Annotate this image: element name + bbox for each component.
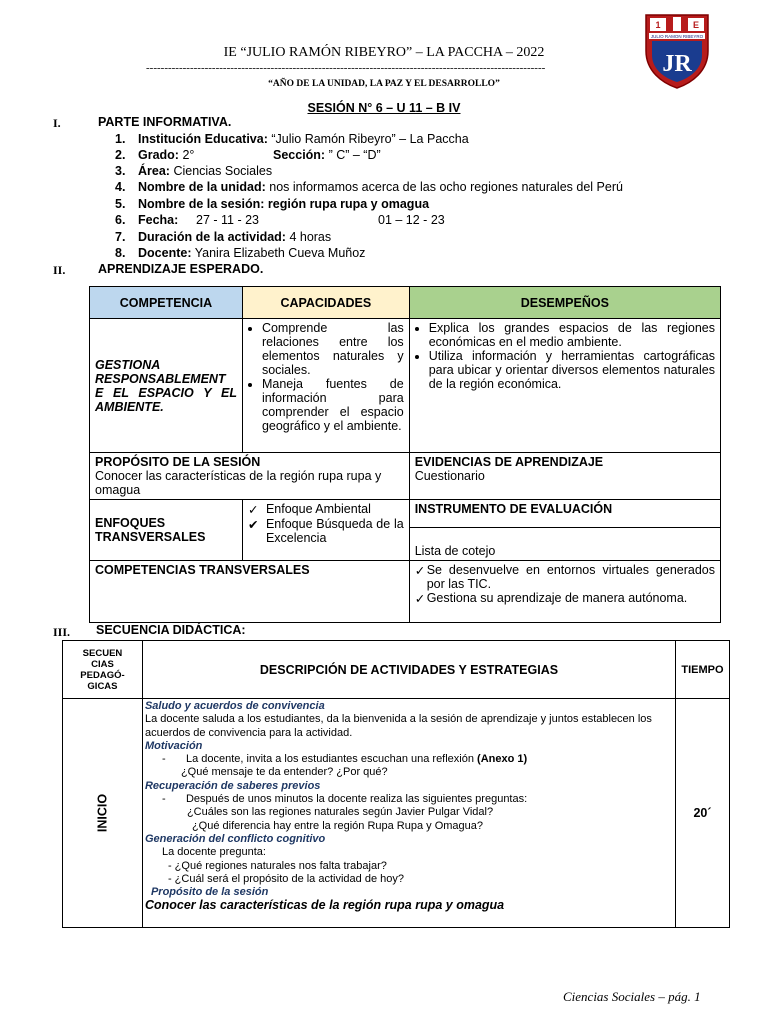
header-descripcion: DESCRIPCIÓN DE ACTIVIDADES Y ESTRATEGIAS [142,641,675,699]
logo-band: JULIO RAMON RIBEYRO [650,34,704,39]
learning-table [89,286,721,623]
logo-text-left: 1 [655,20,661,30]
logo-monogram: JR [662,51,692,77]
header-competencia: COMPETENCIA [90,287,243,319]
school-title: IE “JULIO RAMÓN RIBEYRO” – LA PACCHA – 2022 [223,45,545,60]
enfoque-item: ✔ Enfoque Búsqueda de la Excelencia [247,517,404,545]
capacidad-item: • Maneja fuentes de información para comprender el espacio geográfico y el ambiente. [262,377,404,433]
info-item-5: 5. Nombre de la sesión: región rupa rupa y omagua [115,197,430,211]
info-item-2-section: Sección: ” C” – “D” [273,148,381,162]
header-capacidades: CAPACIDADES [242,287,409,319]
proposito-label: PROPÓSITO DE LA SESIÓN [95,455,261,469]
comp-trans-item: ✓ Gestiona su aprendizaje de manera autónoma. [414,591,688,606]
time-cell: 20´ [676,699,730,928]
saludo-text: La docente saluda a los estudiantes, da la bienvenida a la sesión de aprendizaje y juntos establecen los acuerdos de convivencia para la actividad. [144,713,652,739]
enfoques-label: ENFOQUES TRANSVERSALES [90,500,243,561]
instrumento-text: Lista de cotejo [409,528,720,561]
header-tiempo: TIEMPO [676,641,730,699]
activities-cell [142,699,675,928]
header-desempenos: DESEMPEÑOS [409,287,720,319]
school-logo [642,11,712,89]
check-icon: ✔ [247,518,259,532]
recuperacion-question: ¿Cuáles son las regiones naturales según Javier Pulgar Vidal? [186,806,494,819]
proposito-title: Propósito de la sesión [150,886,269,899]
comp-trans-label: COMPETENCIAS TRANSVERSALES [90,561,410,623]
year-motto: “AÑO DE LA UNIDAD, LA PAZ Y EL DESARROLLO” [268,79,500,89]
check-icon: ✓ [247,503,259,517]
motivacion-line: - La docente, invita a los estudiantes escuchan una reflexión (Anexo 1) [161,753,528,766]
info-item-4: 4. Nombre de la unidad: nos informamos acerca de las ocho regiones naturales del Perú [115,180,623,194]
logo-text-right: E [692,20,700,30]
enfoques-cell [242,500,409,561]
section-3-number: III. [53,625,71,639]
check-icon: ✓ [414,592,426,606]
conflicto-question: - ¿Qué regiones naturales nos falta trabajar? [167,859,387,872]
header-divider: ------------------------------------------------------------------------------------------------------------- [146,62,546,74]
proposito-statement: Conocer las características de la región rupa rupa y omagua [144,898,505,913]
proposito-cell [90,453,410,500]
desempenos-cell [409,319,720,453]
section-2-title: APRENDIZAJE ESPERADO. [98,262,264,276]
info-item-7: 7. Duración de la actividad: 4 horas [115,230,332,244]
info-item-6: 6. Fecha: [115,213,179,227]
competencia-cell: GESTIONA RESPONSABLEMENT E EL ESPACIO Y EL AMBIENTE. [90,319,243,453]
capacidades-cell [242,319,409,453]
instrumento-label: INSTRUMENTO DE EVALUACIÓN [409,500,720,528]
section-1-title: PARTE INFORMATIVA. [98,115,232,129]
comp-trans-item: ✓ Se desenvuelve en entornos virtuales generados por las TIC. [414,563,715,591]
motivacion-title: Motivación [144,739,203,752]
capacidad-item: • Comprende las relaciones entre los elementos naturales y sociales. [262,321,404,377]
comp-trans-cell [409,561,720,623]
conflicto-line: La docente pregunta: [161,846,266,859]
motivacion-question: ¿Qué mensaje te da entender? ¿Por qué? [180,766,388,779]
evidencias-text: Cuestionario [414,469,485,483]
conflicto-question: - ¿Cuál será el propósito de la actividad de hoy? [167,872,404,885]
desempeno-item: • Explica los grandes espacios de las regiones económicas en el medio ambiente. [429,321,715,349]
section-1-number: I. [53,116,61,130]
session-title: SESIÓN N° 6 – U 11 – B IV [307,101,461,115]
info-item-6-date1: 27 - 11 - 23 [196,213,260,227]
recuperacion-line: - Después de unos minutos la docente realiza las siguientes preguntas: [161,793,528,806]
evidencias-cell [409,453,720,500]
info-item-8: 8. Docente: Yanira Elizabeth Cueva Muñoz [115,246,366,260]
torch-icon [673,17,681,31]
info-item-1: 1. Institución Educativa: “Julio Ramón Ribeyro” – La Paccha [115,132,469,146]
check-icon: ✓ [414,564,426,578]
phase-cell [63,699,143,928]
didactic-table [62,640,730,928]
section-2-number: II. [53,263,66,277]
info-item-3: 3. Área: Ciencias Sociales [115,164,273,178]
info-item-2: 2. Grado: 2° [115,148,195,162]
evidencias-label: EVIDENCIAS DE APRENDIZAJE [414,455,604,469]
proposito-text: Conocer las características de la región rupa rupa y omagua [95,469,382,497]
section-3-title: SECUENCIA DIDÁCTICA: [96,623,246,637]
recuperacion-question: ¿Qué diferencia hay entre la región Rupa Rupa y Omagua? [191,819,484,832]
enfoque-item: ✓ Enfoque Ambiental [247,502,371,517]
saludo-title: Saludo y acuerdos de convivencia [144,700,325,712]
info-item-6-date2: 01 – 12 - 23 [378,213,445,227]
conflicto-title: Generación del conflicto cognitivo [144,832,326,845]
page-footer: Ciencias Sociales – pág. 1 [563,989,701,1004]
phase-label: INICIO [95,793,110,833]
desempeno-item: • Utiliza información y herramientas cartográficas para ubicar y orientar diversos elementos naturales de la región económica. [429,349,715,391]
recuperacion-title: Recuperación de saberes previos [144,779,321,792]
header-secuencias: SECUEN CIAS PEDAGÓ- GICAS [63,641,143,699]
